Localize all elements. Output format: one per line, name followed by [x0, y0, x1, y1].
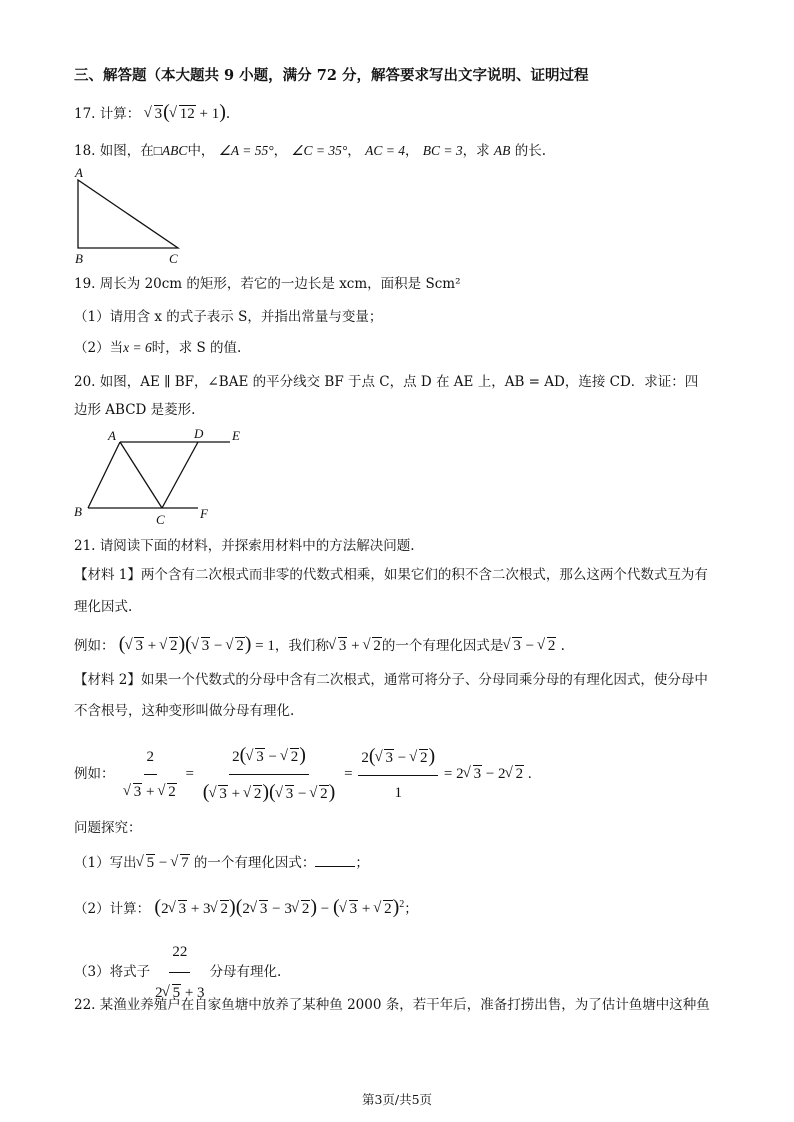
example-1-equation: (√ 3 + √ 2)(√ 3 − √ 2) = 1 — [119, 638, 275, 654]
q19-part-1: （1）请用含 x 的式子表示 S，并指出常量与变量； — [74, 309, 383, 325]
question-21: 21. 请阅读下面的材料，并探索用材料中的方法解决问题. — [74, 538, 415, 554]
rhombus-figure — [70, 424, 260, 530]
q17-expression: √ 3(√ 12 + 1) — [145, 106, 226, 122]
segment-ac — [120, 442, 162, 508]
question-number: 17. — [74, 106, 96, 122]
label-a: A — [75, 166, 83, 180]
label-b: B — [75, 251, 83, 266]
segment-ab — [88, 442, 120, 508]
question-18: 18. 如图，在□ABC中， ∠A = 55°， ∠C = 35°， AC = 4， BC = 3，求 AB 的长. — [74, 143, 547, 159]
q20-line-2: 边形 ABCD 是菱形. — [74, 402, 196, 418]
label-a: A — [108, 428, 116, 443]
page-footer: 第3页/共5页 — [361, 1092, 433, 1107]
label-f: F — [200, 506, 208, 521]
q21-part-1: （1）写出√ 5 − √ 7 的一个有理化因式： ； — [74, 852, 369, 874]
question-17: 17. 计算： √ 3(√ 12 + 1). — [74, 102, 230, 124]
q21-part-2: （2）计算： (2√ 3 + 3√ 2)(2√ 3 − 3√ 2) − (√ 3 + √ 2)$^2$； — [74, 892, 418, 922]
example-2: 例如： 2 √ 3 + √ 2 = $\frac{2(√ 3 - √ 2)}{(√ 3 + √ 2)(√ 3 - √ 2)}$ = $\frac{2(√ 3 - √ 2)}{1}$ = 2√ 3 − 2√ 2 . — [74, 740, 532, 809]
material-2-line-1: 【材料 2】如果一个代数式的分母中含有二次根式，通常可将分子、分母同乘分母的有理化因式，使分母中 — [74, 672, 708, 688]
question-19: 19. 周长为 20cm 的矩形，若它的一边长是 xcm，面积是 Scm² — [74, 276, 461, 292]
segment-cd — [162, 442, 198, 508]
triangle-abc — [78, 180, 178, 248]
question-text: 计算： — [99, 106, 141, 122]
section-title: 三、解答题（本大题共 9 小题，满分 72 分，解答要求写出文字说明、证明过程 — [74, 67, 589, 84]
q21-part-3: （3）将式子 $\frac{22}{2√ 5 + 3}$ 分母有理化. — [74, 934, 281, 1011]
label-b: B — [74, 504, 82, 519]
material-2-line-2: 不含根号，这种变形叫做分母有理化. — [74, 703, 295, 719]
question-20: 20. 如图，AE ∥ BF，∠BAE 的平分线交 BF 于点 C，点 D 在 AE 上，AB = AD，连接 CD．求证：四 — [74, 374, 699, 390]
triangle-figure — [70, 166, 190, 266]
answer-blank[interactable] — [315, 866, 355, 867]
label-c: C — [169, 251, 178, 266]
label-d: D — [194, 426, 204, 441]
label-c: C — [156, 512, 165, 527]
material-1-line-1: 【材料 1】两个含有二次根式而非零的代数式相乘，如果它们的积不含二次根式，那么这两个代数式互为有 — [74, 567, 708, 583]
q21-part-2-expression: (2√ 3 + 3√ 2)(2√ 3 − 3√ 2) − (√ 3 + √ 2)$^2$ — [154, 901, 404, 917]
problem-explore: 问题探究： — [74, 820, 142, 836]
example-2-equation: 2 √ 3 + √ 2 = $\frac{2(√ 3 - √ 2)}{(√ 3 + √ 2)(√ 3 - √ 2)}$ = $\frac{2(√ 3 - √ 2)}{1}$ = 2√ 3 − 2√ 2 . — [119, 766, 532, 782]
example-1: 例如： (√ 3 + √ 2)(√ 3 − √ 2) = 1，我们称√ 3 + √ 2的一个有理化因式是√ 3 − √ 2 . — [74, 632, 565, 658]
question-22: 22. 某渔业养殖户在自家鱼塘中放养了某种鱼 2000 条，若干年后，准备打捞出售，为了估计鱼塘中这种鱼 — [74, 997, 710, 1013]
label-e: E — [232, 428, 240, 443]
q19-part-2: （2）当x = 6时，求 S 的值. — [74, 340, 242, 356]
material-1-line-2: 理化因式. — [74, 599, 133, 615]
q21-part-3-fraction: $\frac{22}{2√ 5 + 3}$ — [152, 934, 207, 1011]
